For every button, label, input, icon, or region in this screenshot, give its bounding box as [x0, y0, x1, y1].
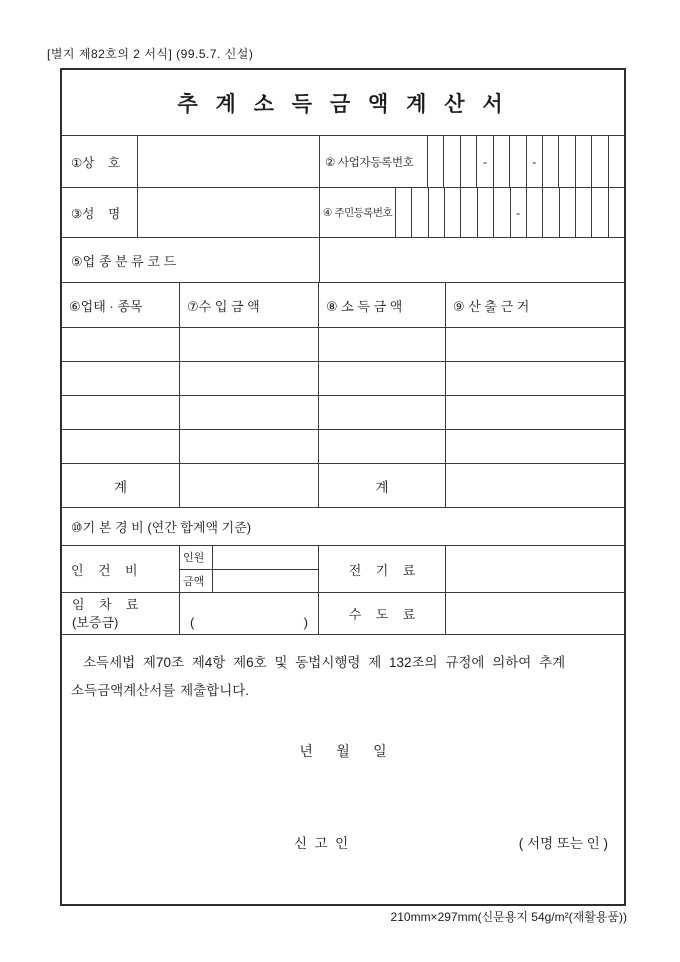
income-table-empty-row: [62, 430, 624, 464]
biz-reg-digit-cell: [427, 136, 443, 187]
labor-subtable: [179, 546, 318, 592]
signature-note: ( 서명 또는 인 ): [518, 836, 608, 851]
biz-reg-digit-cell: [509, 136, 525, 187]
income-table-empty-row: [62, 328, 624, 362]
form-title-row: [62, 70, 624, 136]
headcount-value-cell: [213, 546, 318, 569]
header-income-amount: ⑧ 소 득 금 액: [318, 283, 445, 327]
form-reference-note: [별지 제82호의 2 서식] (99.5.7. 신설): [47, 47, 254, 61]
biz-reg-digit-cell: [608, 136, 624, 187]
resident-reg-number-cells: [395, 188, 624, 237]
electricity-value-cell: [445, 546, 624, 592]
resident-reg-number-label: ④ 주민등록번호: [319, 188, 395, 237]
total-label-left: 계: [113, 479, 128, 495]
amount-value-cell: [213, 570, 318, 593]
labor-cost-label: 인 건 비: [71, 562, 138, 578]
row-rent-water: [62, 593, 624, 635]
resident-digit-cell: [411, 188, 427, 237]
income-table-empty-cell: [62, 362, 179, 395]
basic-expenses-section-row: [62, 508, 624, 546]
biz-reg-number-cells: [427, 136, 624, 187]
income-table-empty-cell: [445, 362, 624, 395]
income-table-empty-cell: [62, 430, 179, 463]
resident-digit-cell: [591, 188, 607, 237]
resident-digit-cell: [428, 188, 444, 237]
signature-row: [62, 832, 624, 852]
basic-expenses-label: ⑩기 본 경 비 (연간 합계액 기준): [71, 520, 252, 535]
rent-label-cell: [62, 593, 179, 634]
biz-reg-digit-cell: [558, 136, 574, 187]
resident-digit-cell: [477, 188, 493, 237]
income-table-header-row: [62, 283, 624, 328]
electricity-label: 전 기 료: [318, 546, 445, 592]
rent-label: 임 차 료: [72, 596, 139, 612]
biz-reg-number-label: ② 사업자등록번호: [319, 136, 427, 187]
paren-open: (: [190, 615, 195, 630]
income-table-empty-cell: [318, 328, 445, 361]
resident-digit-cell: [444, 188, 460, 237]
amount-label: 금액: [180, 570, 213, 593]
income-table-total-row: [62, 464, 624, 508]
biz-reg-digit-cell: [460, 136, 476, 187]
row-trade-name: [62, 136, 624, 188]
headcount-label: 인원: [180, 546, 213, 569]
declaration-area: [62, 635, 624, 904]
form-outer-box: [60, 68, 626, 906]
biz-reg-digit-cell: [591, 136, 607, 187]
header-calculation-basis: ⑨ 산 출 근 거: [445, 283, 624, 327]
row-name: [62, 188, 624, 238]
biz-reg-digit-cell: [575, 136, 591, 187]
income-table-empty-cell: [445, 396, 624, 429]
industry-code-label: ⑤업 종 분 류 코 드: [71, 253, 177, 269]
header-revenue-amount: ⑦수 입 금 액: [179, 283, 318, 327]
total-revenue-cell: [179, 464, 318, 507]
total-basis-cell: [445, 464, 624, 507]
form-title: 추 계 소 득 금 액 계 산 서: [177, 92, 509, 116]
biz-reg-digit-cell: -: [476, 136, 492, 187]
date-line: 년 월 일: [299, 743, 387, 759]
resident-digit-cell: [526, 188, 542, 237]
income-table-empty-cell: [318, 362, 445, 395]
declaration-paragraph: [71, 649, 612, 705]
paper-spec-note: 210mm×297mm(신문용지 54g/m²(재활용품)): [390, 910, 627, 924]
resident-digit-cell: [542, 188, 558, 237]
income-table-empty-cell: [445, 328, 624, 361]
water-label: 수 도 료: [318, 593, 445, 634]
income-table-empty-cell: [179, 362, 318, 395]
biz-reg-digit-cell: [493, 136, 509, 187]
industry-code-value-cell: [319, 238, 624, 282]
declaration-line1: 소득세법 제70조 제4항 제6호 및 동법시행령 제 132조의 규정에 의하여 추계: [83, 655, 566, 670]
income-table-empty-cell: [62, 396, 179, 429]
headcount-subrow: [180, 546, 318, 570]
biz-reg-digit-cell: [443, 136, 459, 187]
income-table-empty-cell: [62, 328, 179, 361]
resident-digit-cell: [493, 188, 509, 237]
biz-reg-digit-cell: [542, 136, 558, 187]
income-table-empty-cell: [318, 430, 445, 463]
paren-close: ): [303, 615, 308, 630]
income-table-empty-row: [62, 362, 624, 396]
rent-value-cell: [179, 593, 318, 634]
total-label-right: 계: [318, 464, 445, 507]
declaration-line2: 소득금액계산서를 제출합니다.: [71, 683, 250, 698]
row-labor-electricity: [62, 546, 624, 593]
income-table-empty-cell: [179, 396, 318, 429]
water-value-cell: [445, 593, 624, 634]
header-business-type: ⑥업태 · 종목: [69, 298, 143, 314]
income-table-empty-cell: [179, 328, 318, 361]
resident-digit-cell: [575, 188, 591, 237]
income-table-empty-cell: [318, 396, 445, 429]
resident-digit-cell: [460, 188, 476, 237]
resident-digit-cell: [608, 188, 624, 237]
income-table-empty-cell: [445, 430, 624, 463]
row-industry-code: [62, 238, 624, 283]
name-value-cell: [137, 188, 319, 237]
resident-digit-cell: -: [510, 188, 526, 237]
income-table-empty-row: [62, 396, 624, 430]
trade-name-value-cell: [137, 136, 319, 187]
amount-subrow: [180, 570, 318, 593]
rent-deposit-label: (보증금): [72, 614, 119, 630]
income-table-empty-cell: [179, 430, 318, 463]
resident-digit-cell: [395, 188, 411, 237]
name-label: ③성 명: [71, 206, 121, 221]
biz-reg-digit-cell: -: [526, 136, 542, 187]
trade-name-label: ①상 호: [71, 155, 121, 170]
declarant-label: 신 고 인: [294, 836, 349, 851]
resident-digit-cell: [559, 188, 575, 237]
